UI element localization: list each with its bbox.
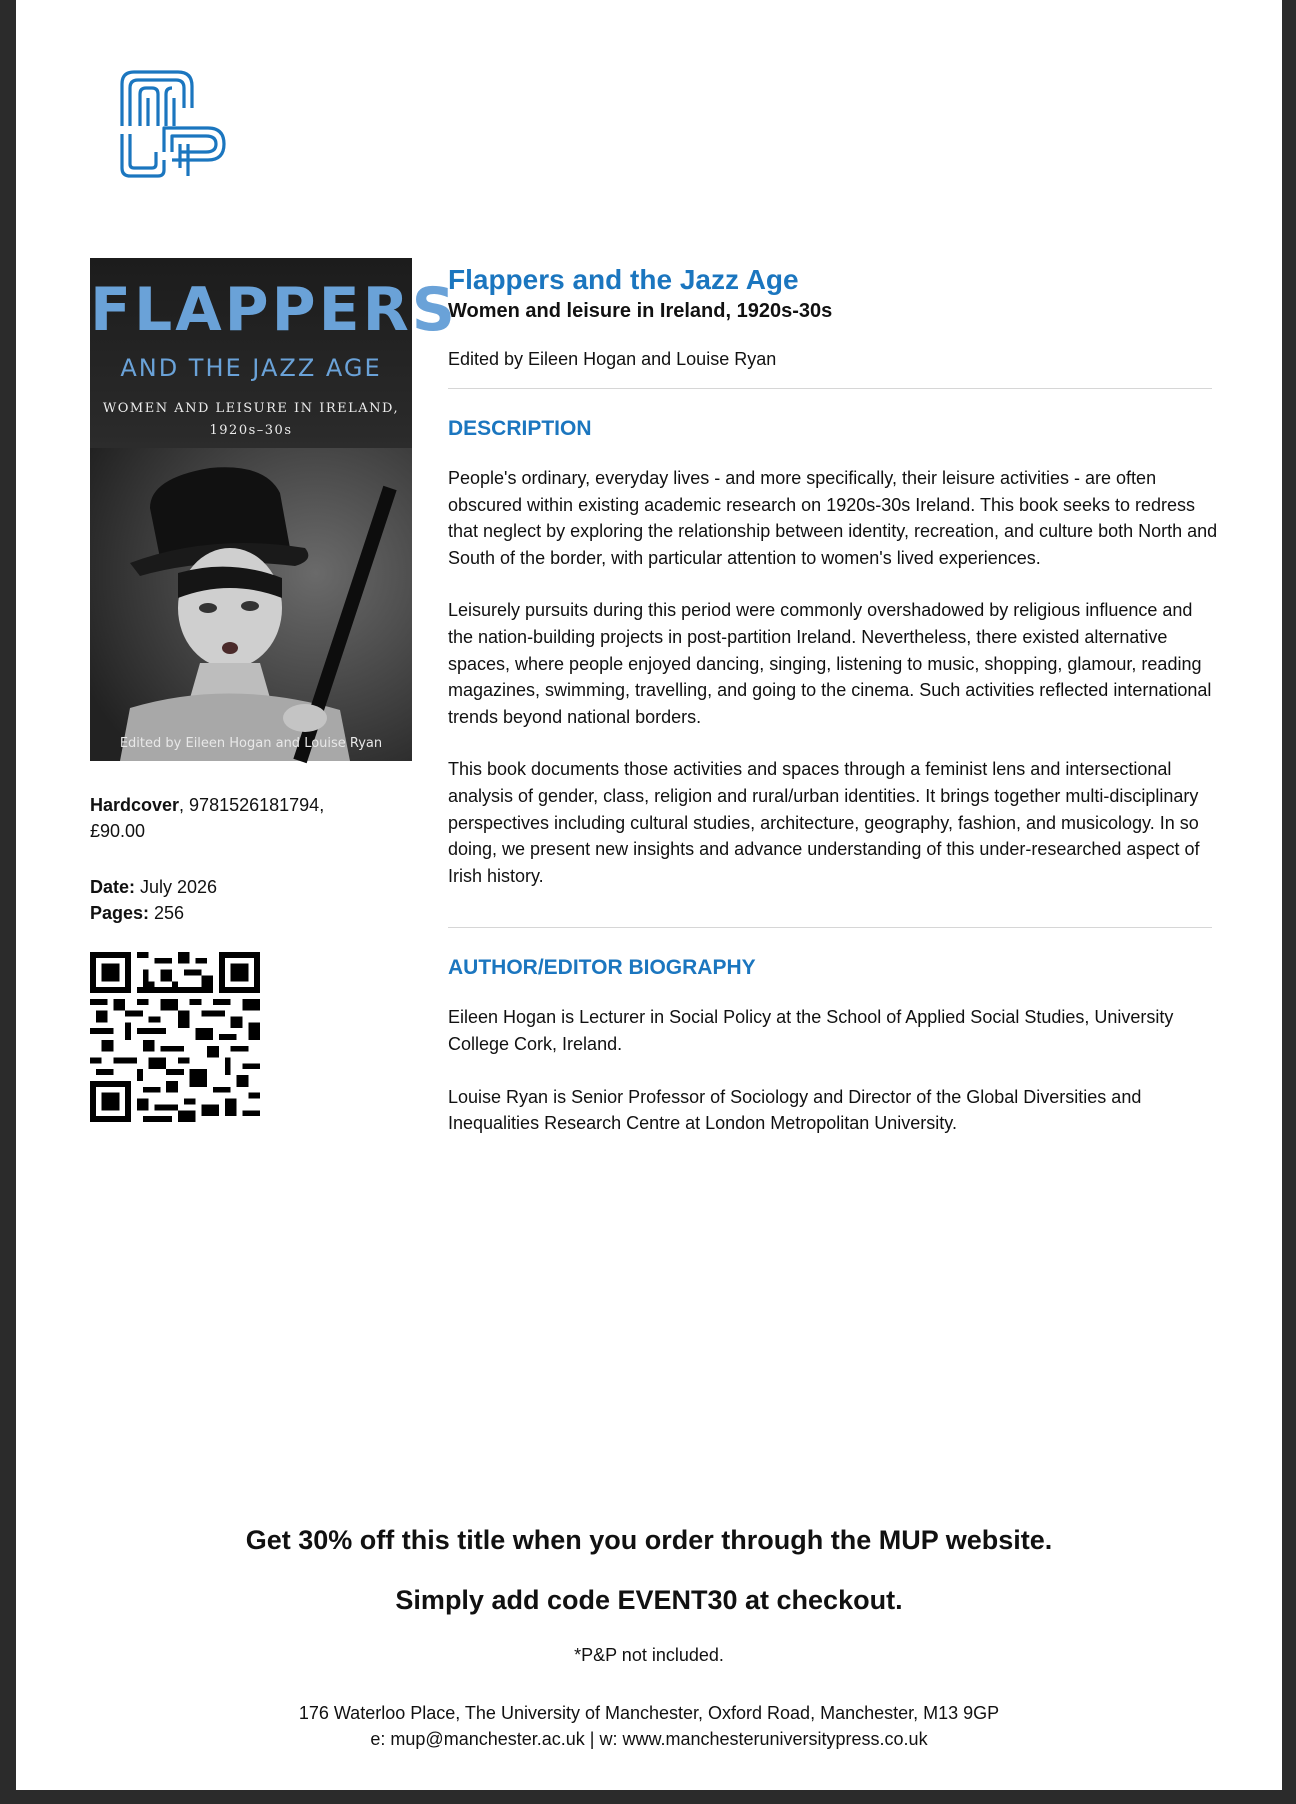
discount-code: Simply add code EVENT30 at checkout. (395, 1585, 903, 1615)
book-subtitle: Women and leisure in Ireland, 1920s-30s (448, 300, 833, 322)
description-paragraph: This book documents those activities and spaces through a feminist lens and intersectional analysis of gender, class, religion and rural/urban identities. It brings together multi-disciplinary perspectives including cultural studies, architecture, geography, fashion, and musicology. In so doing, we present new insights and advance understanding of this under-researched aspect of Irish history. (448, 759, 1200, 886)
book-editors: Edited by Eileen Hogan and Louise Ryan (448, 349, 777, 369)
biography-heading: AUTHOR/EDITOR BIOGRAPHY (448, 956, 756, 980)
cover-subtitle: AND THE JAZZ AGE (120, 354, 382, 382)
discount-offer: Get 30% off this title when you order through the MUP website. (245, 1525, 1053, 1555)
publisher-address: 176 Waterloo Place, The University of Manchester, Oxford Road, Manchester, M13 9GP (298, 1703, 1000, 1723)
cover-tagline: WOMEN AND LEISURE IN IRELAND, 1920s–30s (102, 401, 400, 438)
book-title: Flappers and the Jazz Age (448, 264, 799, 295)
price: £90.00 (90, 821, 146, 841)
publication-info: Date: July 2026 Pages: 256 (90, 877, 218, 923)
main-content (448, 258, 1228, 1163)
biography-paragraph: Eileen Hogan is Lecturer in Social Policy at the School of Applied Social Studies, University College Cork, Ireland. (448, 1007, 1174, 1054)
publisher-contact[interactable]: e: mup@manchester.ac.uk | w: www.manchesteruniversitypress.co.uk (370, 1729, 928, 1749)
description-body (448, 465, 1228, 889)
format-info: Hardcover, 9781526181794, £90.00 (90, 795, 325, 841)
document-page (16, 0, 1282, 1790)
description-paragraph: Leisurely pursuits during this period were commonly overshadowed by religious influence and the nation-building projects in post-partition Ireland. Nevertheless, there existed alternative spaces, where people enjoyed dancing, singing, listening to music, shopping, glamour, reading magazines, swimming, travelling, and going to the cinema. Such activities reflected international trends beyond national borders. (448, 600, 1212, 727)
mup-logo-icon (118, 68, 228, 180)
divider (448, 388, 1212, 389)
qr-code[interactable] (90, 952, 260, 1122)
publisher-footer (16, 1700, 1282, 1752)
divider (448, 927, 1212, 928)
cover-credit: Edited by Eileen Hogan and Louise Ryan (119, 736, 383, 751)
book-cover-image (90, 258, 459, 761)
biography-paragraph: Louise Ryan is Senior Professor of Sociology and Director of the Global Diversities and Inequalities Research Centre at London Metropolitan University. (448, 1086, 1142, 1134)
description-paragraph: People's ordinary, everyday lives - and more specifically, their leisure activities - are often obscured within existing academic research on 1920s-30s Ireland. This book seeks to redress that neglect by exploring the relationship between identity, recreation, and culture both North and South of the border, with particular attention to women's lived experiences. (448, 468, 1218, 568)
biography-body (448, 1004, 1228, 1136)
cover-title: FLAPPERS (90, 275, 459, 345)
description-heading: DESCRIPTION (448, 417, 592, 440)
postage-note: *P&P not included. (574, 1645, 724, 1665)
cover-photo-flapper (90, 448, 412, 761)
